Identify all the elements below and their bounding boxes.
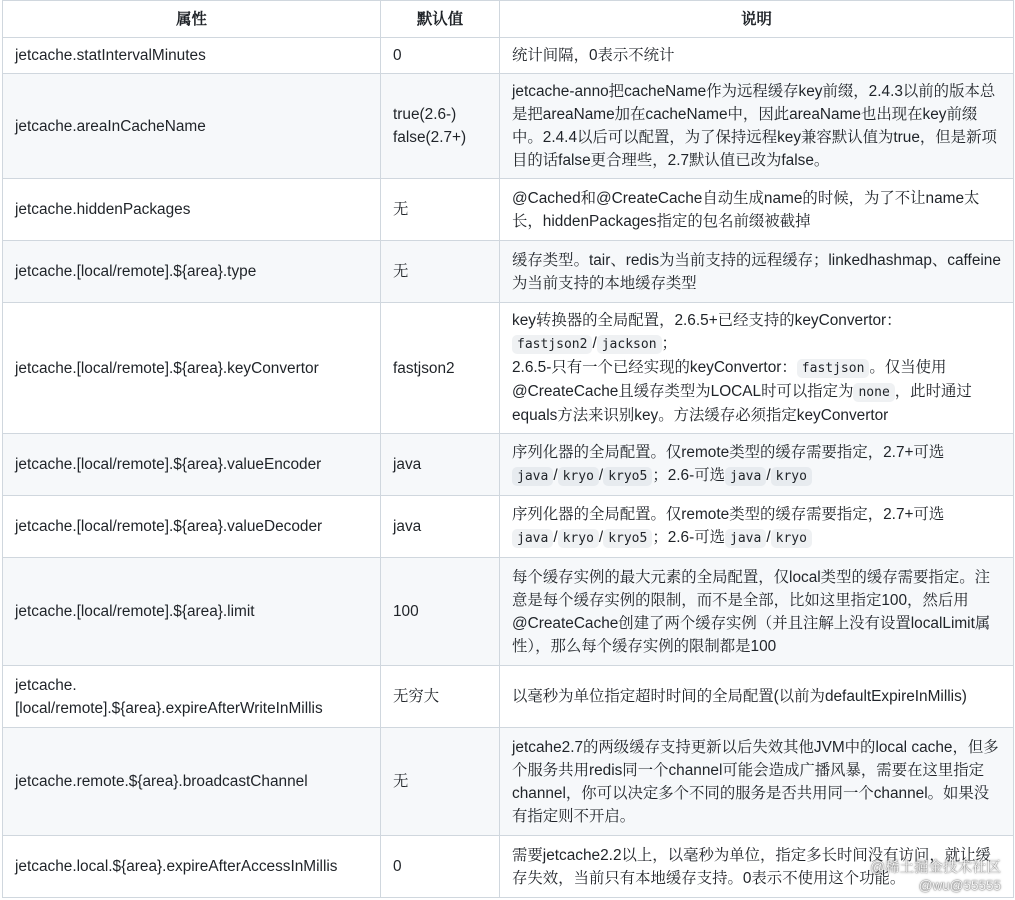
default-cell (381, 496, 500, 558)
table-row (3, 666, 1014, 728)
table-row (3, 558, 1014, 666)
code-token: fastjson2 (512, 335, 592, 354)
header-property: 属性 (3, 1, 381, 38)
table-row (3, 74, 1014, 179)
description-cell (500, 38, 1014, 74)
property-cell: jetcache.[local/remote].${area}.valueEncoder (3, 434, 381, 496)
default-cell (381, 303, 500, 434)
default-value: true(2.6-) (393, 106, 457, 123)
header-default: 默认值 (381, 1, 500, 38)
description-line (512, 685, 1001, 708)
property-cell: jetcache.[local/remote].${area}.expireAfterWriteInMillis (3, 666, 381, 728)
table-row (3, 836, 1014, 898)
property-cell: jetcache.[local/remote].${area}.valueDecoder (3, 496, 381, 558)
code-token: java (512, 467, 553, 486)
description-text: 。仅当使用@CreateCache且缓存类型为LOCAL时可以指定为 (512, 359, 947, 400)
description-line (512, 44, 1001, 67)
description-text: key转换器的全局配置，2.6.5+已经支持的keyConvertor： (512, 312, 902, 329)
description-text: / (766, 529, 771, 546)
code-token: kryo (558, 467, 599, 486)
code-token: jackson (597, 335, 662, 354)
default-cell (381, 728, 500, 836)
description-line (512, 80, 1001, 172)
property-cell: jetcache.statIntervalMinutes (3, 38, 381, 74)
description-text: ； (661, 335, 677, 352)
default-cell (381, 558, 500, 666)
code-token: fastjson (797, 359, 870, 378)
default-value: 无 (393, 201, 409, 218)
code-token: none (853, 383, 894, 402)
default-value: 0 (393, 47, 402, 64)
default-value: java (393, 518, 422, 535)
description-text: / (592, 335, 597, 352)
property-cell: jetcache.local.${area}.expireAfterAccessInMillis (3, 836, 381, 898)
description-text: jetcache-anno把cacheName作为远程缓存key前缀，2.4.3以前的版本总是把areaName加在cacheName中，因此areaName也出现在key前缀中。2.4.4以后可以配置，为了保持远程key兼容默认值为true，但是新项目的话false更合理些，2.7默认值已改为false。 (512, 83, 997, 169)
description-line (512, 356, 1001, 427)
code-token: kryo (771, 529, 812, 548)
table-header-row (3, 1, 1014, 38)
description-cell (500, 179, 1014, 241)
default-cell (381, 836, 500, 898)
description-cell (500, 74, 1014, 179)
code-token: java (725, 467, 766, 486)
description-text: / (598, 467, 604, 484)
description-cell (500, 558, 1014, 666)
default-value: 100 (393, 603, 419, 620)
header-description: 说明 (500, 1, 1014, 38)
description-line (512, 187, 1001, 233)
description-text: 需要jetcache2.2以上，以毫秒为单位，指定多长时间没有访问，就让缓存失效，当前只有本地缓存支持。0表示不使用这个功能。 (512, 846, 991, 887)
default-cell (381, 241, 500, 303)
default-value: 无穷大 (393, 688, 440, 705)
description-cell (500, 666, 1014, 728)
default-value: 无 (393, 263, 409, 280)
table-row (3, 38, 1014, 74)
description-text: 序列化器的全局配置。仅remote类型的缓存需要指定，2.7+可选 (512, 444, 945, 461)
description-text: 序列化器的全局配置。仅remote类型的缓存需要指定，2.7+可选 (512, 506, 945, 523)
default-value: java (393, 456, 422, 473)
default-cell (381, 38, 500, 74)
description-cell (500, 496, 1014, 558)
code-token: kryo (558, 529, 599, 548)
default-cell (381, 434, 500, 496)
description-text: 以毫秒为单位指定超时时间的全局配置(以前为defaultExpireInMillis) (512, 688, 967, 705)
description-line (512, 249, 1001, 295)
table-row (3, 434, 1014, 496)
property-cell: jetcache.areaInCacheName (3, 74, 381, 179)
description-text: / (598, 529, 604, 546)
default-value: 0 (393, 858, 402, 875)
description-text: ；2.6-可选 (652, 529, 726, 546)
description-cell (500, 303, 1014, 434)
watermark (870, 860, 1001, 894)
description-line (512, 736, 1001, 828)
description-line (512, 309, 1001, 356)
description-cell (500, 241, 1014, 303)
code-token: java (512, 529, 553, 548)
description-cell (500, 728, 1014, 836)
code-token: kryo (771, 467, 812, 486)
default-value: fastjson2 (393, 359, 455, 377)
property-cell: jetcache.[local/remote].${area}.type (3, 241, 381, 303)
description-text: 缓存类型。tair、redis为当前支持的远程缓存；linkedhashmap、caffeine为当前支持的本地缓存类型 (512, 251, 1001, 292)
table-row (3, 496, 1014, 558)
description-text: / (766, 467, 771, 484)
description-cell (500, 434, 1014, 496)
default-cell (381, 666, 500, 728)
table-row (3, 179, 1014, 241)
description-text: @Cached和@CreateCache自动生成name的时候，为了不让name太长，hiddenPackages指定的包名前缀被截掉 (512, 189, 980, 230)
description-text: / (553, 529, 558, 546)
code-token: kryo5 (603, 529, 652, 548)
property-cell: jetcache.[local/remote].${area}.keyConvertor (3, 303, 381, 434)
description-text: ；2.6-可选 (652, 467, 726, 484)
property-cell: jetcache.[local/remote].${area}.limit (3, 558, 381, 666)
description-line (512, 503, 1001, 550)
default-cell (381, 74, 500, 179)
watermark-user: @wu@55555 (918, 878, 1001, 893)
table-row (3, 241, 1014, 303)
default-cell (381, 179, 500, 241)
property-cell: jetcache.remote.${area}.broadcastChannel (3, 728, 381, 836)
description-text: 2.6.5-只有一个已经实现的keyConvertor： (512, 359, 797, 376)
description-line (512, 566, 1001, 658)
description-text: jetcahe2.7的两级缓存支持更新以后失效其他JVM中的local cache，但多个服务共用redis同一个channel可能会造成广播风暴，需要在这里指定channel，你可以决定多个不同的服务是否共用同一个channel。如果没有指定则不开启。 (512, 738, 999, 825)
default-value: 无 (393, 773, 409, 790)
table-row (3, 303, 1014, 434)
description-text: 统计间隔，0表示不统计 (512, 47, 675, 64)
table-row (3, 728, 1014, 836)
config-table (2, 0, 1014, 898)
description-text: / (553, 467, 558, 484)
watermark-site: @稀土掘金技术社区 (870, 860, 1001, 876)
code-token: java (725, 529, 766, 548)
default-value: false(2.7+) (393, 129, 467, 146)
description-text: 每个缓存实例的最大元素的全局配置，仅local类型的缓存需要指定。注意是每个缓存实例的限制，而不是全部，比如这里指定100，然后用@CreateCache创建了两个缓存实例（并且注解上没有设置localLimit属性），那么每个缓存实例的限制都是100 (512, 568, 991, 655)
description-line (512, 441, 1001, 488)
description-text: ，此时通过equals方法来识别key。方法缓存必须指定keyConvertor (512, 383, 972, 424)
code-token: kryo5 (603, 467, 652, 486)
property-cell: jetcache.hiddenPackages (3, 179, 381, 241)
